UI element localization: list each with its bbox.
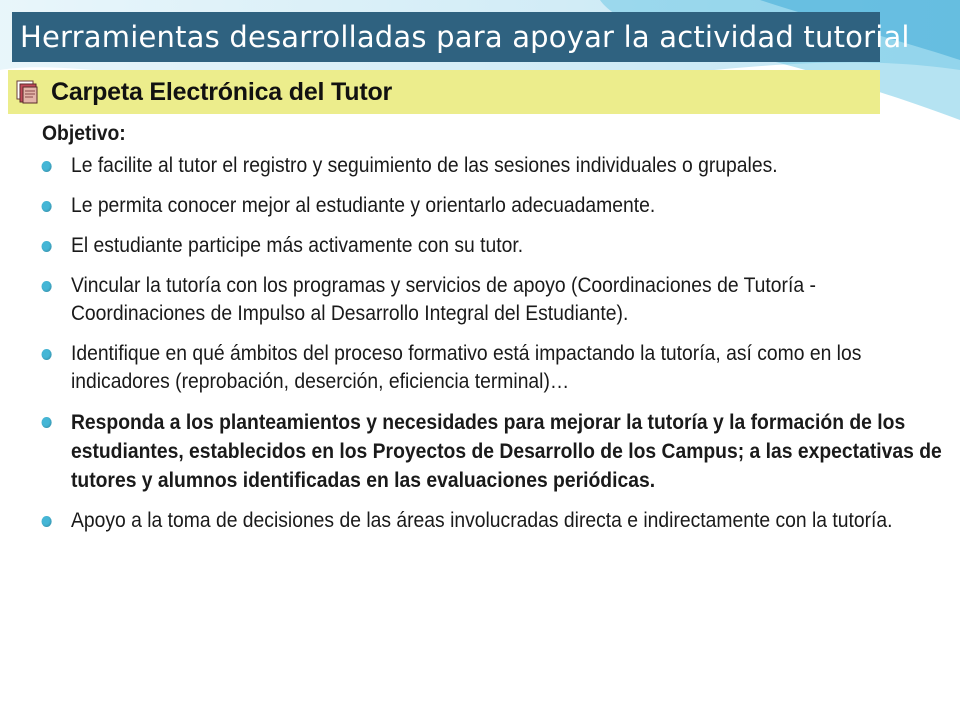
bullet-text: Responda a los planteamientos y necesidades para mejorar la tutoría y la formación de los estudiantes, establecidos en los Proyectos de Desarrollo de los Campus; a las expectativas de tutores y alumnos identificadas en las evaluaciones periódicas. xyxy=(70,411,942,492)
subtitle-text: Carpeta Electrónica del Tutor xyxy=(51,77,393,106)
bullet-item xyxy=(36,232,945,260)
bullet-dot-icon xyxy=(42,349,52,360)
bullet-dot-icon xyxy=(42,516,52,527)
bullet-text: Le permita conocer mejor al estudiante y orientarlo adecuadamente. xyxy=(70,194,656,217)
stacked-papers-icon xyxy=(14,79,40,105)
bullet-item-bold xyxy=(36,408,945,495)
slide-title: Herramientas desarrolladas para apoyar la actividad tutorial xyxy=(20,20,910,54)
slide-content xyxy=(36,118,942,547)
bullet-item xyxy=(36,340,945,396)
bullet-text: Vincular la tutoría con los programas y servicios de apoyo (Coordinaciones de Tutoría - Coordinaciones de Impulso al Desarrollo Integral del Estudiante). xyxy=(70,274,816,325)
bullet-text: Identifique en qué ámbitos del proceso formativo está impactando la tutoría, así como en los indicadores (reprobación, deserción, eficiencia terminal)… xyxy=(70,342,862,393)
bullet-dot-icon xyxy=(42,161,52,172)
bullet-item xyxy=(36,272,945,328)
bullet-dot-icon xyxy=(42,281,52,292)
subtitle-bar xyxy=(8,70,880,114)
bullet-text: Apoyo a la toma de decisiones de las áreas involucradas directa e indirectamente con la tutoría. xyxy=(70,509,893,532)
slide-title-bar xyxy=(12,12,910,62)
objective-heading: Objetivo: xyxy=(42,122,126,145)
bullet-dot-icon xyxy=(42,241,52,252)
bullet-item xyxy=(36,152,945,180)
bullet-text: Le facilite al tutor el registro y seguimiento de las sesiones individuales o grupales. xyxy=(70,154,778,177)
bullet-text: El estudiante participe más activamente con su tutor. xyxy=(70,234,524,257)
objective-list xyxy=(36,152,942,535)
bullet-item xyxy=(36,507,945,535)
bullet-dot-icon xyxy=(42,201,52,212)
bullet-item xyxy=(36,192,945,220)
bullet-dot-icon xyxy=(42,417,52,428)
